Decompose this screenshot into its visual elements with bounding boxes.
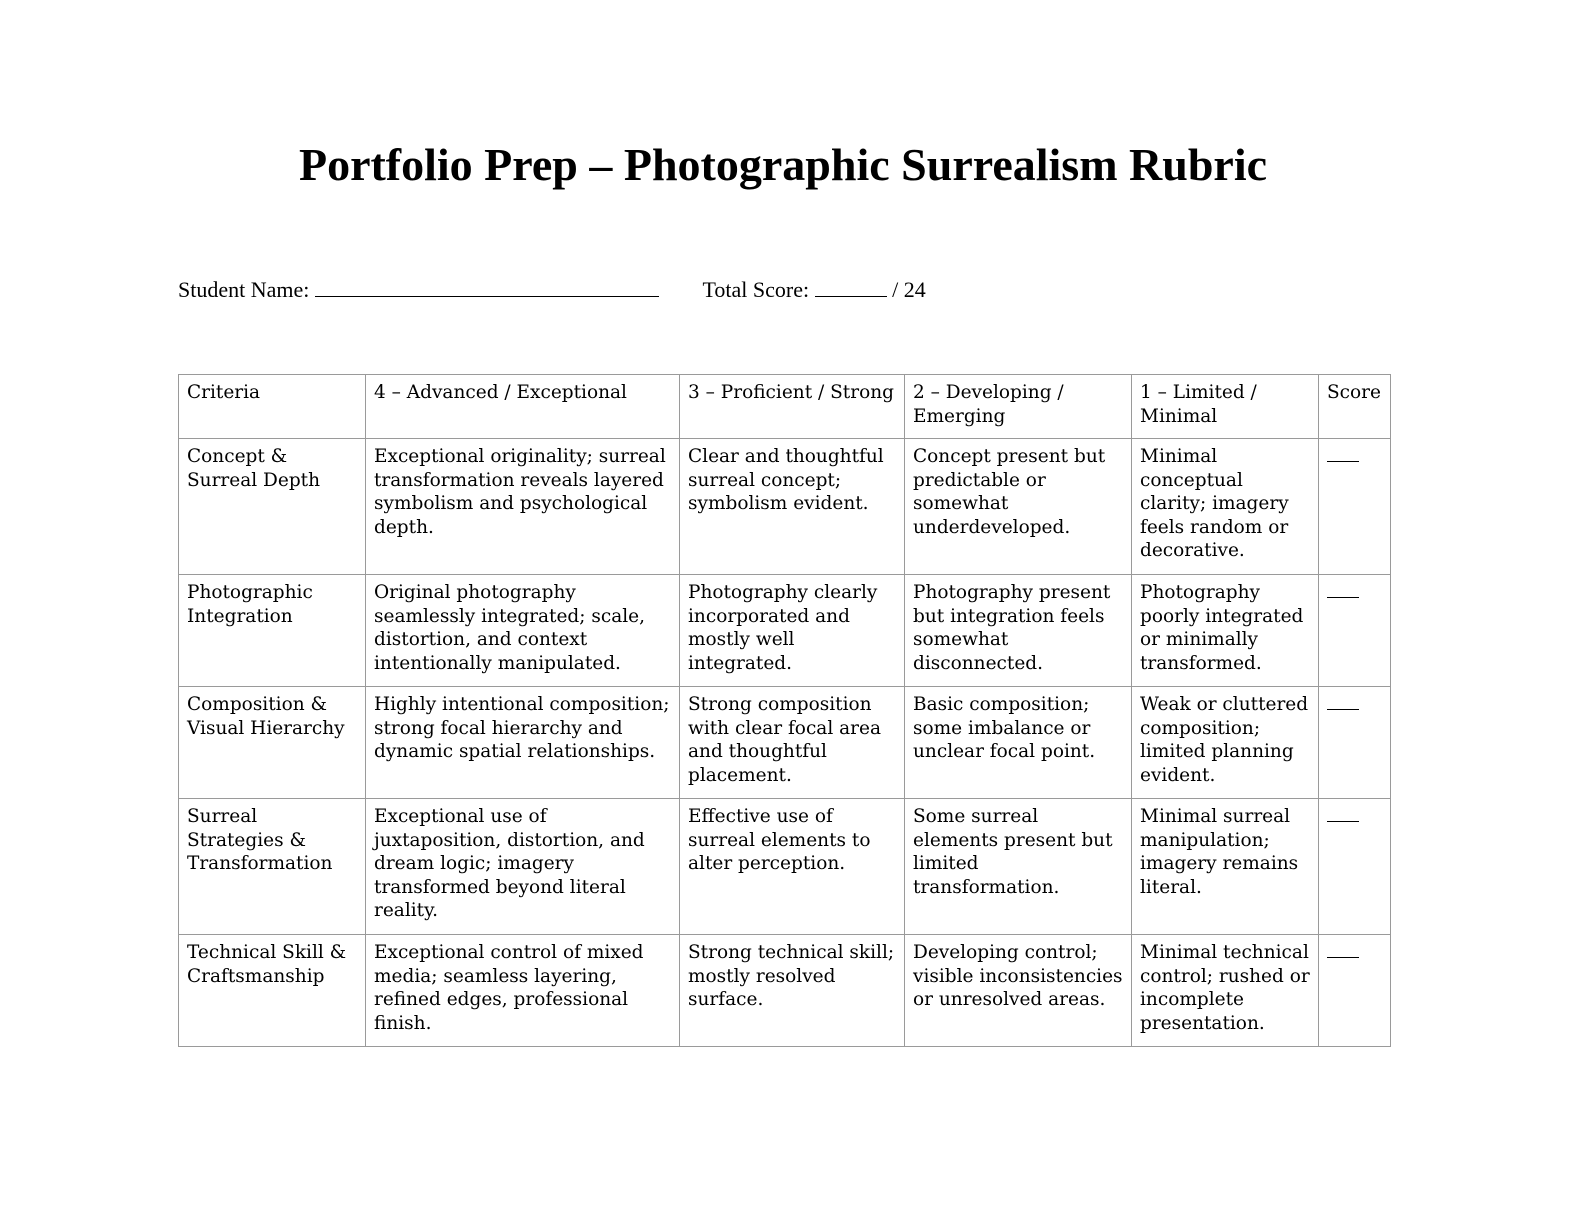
criteria-cell: Surreal Strategies & Transformation <box>179 799 366 935</box>
level-2-cell: Developing control; visible inconsistencies or unresolved areas. <box>905 935 1132 1047</box>
total-score-label: Total Score: <box>702 277 810 302</box>
header-cell: Score <box>1319 375 1391 439</box>
table-header-row <box>179 375 1391 439</box>
score-cell[interactable] <box>1319 935 1391 1047</box>
score-blank[interactable] <box>1327 695 1359 710</box>
table-row <box>179 935 1391 1047</box>
score-cell[interactable] <box>1319 575 1391 687</box>
score-cell[interactable] <box>1319 687 1391 799</box>
score-cell[interactable] <box>1319 439 1391 575</box>
level-1-cell: Weak or cluttered composition; limited planning evident. <box>1132 687 1319 799</box>
table-row <box>179 687 1391 799</box>
header-cell: Criteria <box>179 375 366 439</box>
level-1-cell: Minimal surreal manipulation; imagery remains literal. <box>1132 799 1319 935</box>
criteria-cell: Photographic Integration <box>179 575 366 687</box>
level-2-cell: Basic composition; some imbalance or unclear focal point. <box>905 687 1132 799</box>
score-blank[interactable] <box>1327 447 1359 462</box>
level-3-cell: Clear and thoughtful surreal concept; symbolism evident. <box>680 439 905 575</box>
level-3-cell: Strong composition with clear focal area and thoughtful placement. <box>680 687 905 799</box>
table-row <box>179 439 1391 575</box>
page-title: Portfolio Prep – Photographic Surrealism Rubric <box>298 139 1268 190</box>
level-2-cell: Concept present but predictable or somewhat underdeveloped. <box>905 439 1132 575</box>
level-4-cell: Exceptional use of juxtaposition, distortion, and dream logic; imagery transformed beyond literal reality. <box>366 799 680 935</box>
level-4-cell: Original photography seamlessly integrated; scale, distortion, and context intentionally manipulated. <box>366 575 680 687</box>
level-1-cell: Photography poorly integrated or minimally transformed. <box>1132 575 1319 687</box>
level-1-cell: Minimal conceptual clarity; imagery feels random or decorative. <box>1132 439 1319 575</box>
header-cell: 1 – Limited / Minimal <box>1132 375 1319 439</box>
rubric-table <box>178 374 1391 1047</box>
level-3-cell: Effective use of surreal elements to alter perception. <box>680 799 905 935</box>
level-2-cell: Some surreal elements present but limited transformation. <box>905 799 1132 935</box>
score-blank[interactable] <box>1327 583 1359 598</box>
header-cell: 3 – Proficient / Strong <box>680 375 905 439</box>
total-score-max: / 24 <box>892 277 926 302</box>
score-blank[interactable] <box>1327 807 1359 822</box>
criteria-cell: Technical Skill & Craftsmanship <box>179 935 366 1047</box>
student-name-field[interactable] <box>315 274 659 297</box>
level-1-cell: Minimal technical control; rushed or incomplete presentation. <box>1132 935 1319 1047</box>
level-4-cell: Exceptional control of mixed media; seamless layering, refined edges, professional finish. <box>366 935 680 1047</box>
level-2-cell: Photography present but integration feels somewhat disconnected. <box>905 575 1132 687</box>
table-row <box>179 799 1391 935</box>
table-row <box>179 575 1391 687</box>
level-4-cell: Highly intentional composition; strong focal hierarchy and dynamic spatial relationships. <box>366 687 680 799</box>
score-blank[interactable] <box>1327 943 1359 958</box>
student-name-label: Student Name: <box>178 277 310 302</box>
header-cell: 4 – Advanced / Exceptional <box>366 375 680 439</box>
total-score-field[interactable] <box>815 274 887 297</box>
level-4-cell: Exceptional originality; surreal transformation reveals layered symbolism and psychological depth. <box>366 439 680 575</box>
criteria-cell: Composition & Visual Hierarchy <box>179 687 366 799</box>
score-cell[interactable] <box>1319 799 1391 935</box>
level-3-cell: Strong technical skill; mostly resolved surface. <box>680 935 905 1047</box>
student-info-line <box>178 274 926 303</box>
level-3-cell: Photography clearly incorporated and mostly well integrated. <box>680 575 905 687</box>
header-cell: 2 – Developing / Emerging <box>905 375 1132 439</box>
criteria-cell: Concept & Surreal Depth <box>179 439 366 575</box>
